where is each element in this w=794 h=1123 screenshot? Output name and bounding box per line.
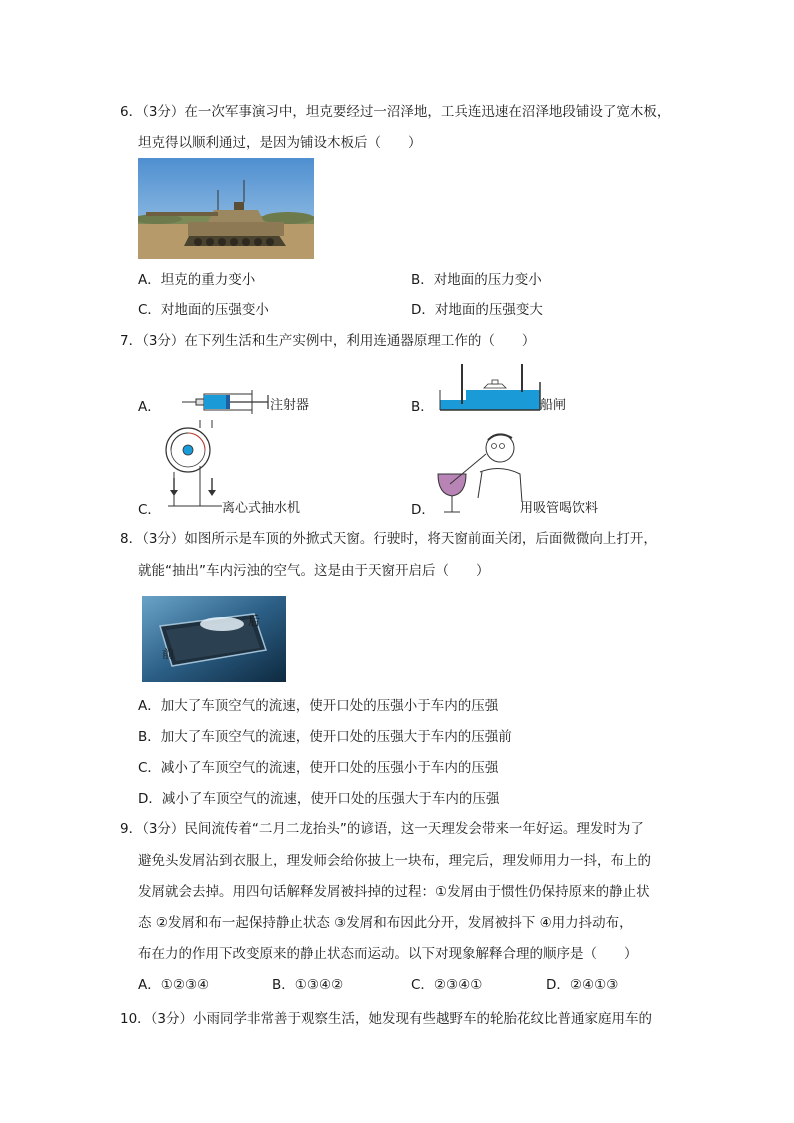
- q9-stem-line5: 布在力的作用下改变原来的静止状态而运动。以下对现象解释合理的顺序是（ ）: [138, 946, 638, 962]
- ship-lock-diagram: [436, 360, 544, 414]
- sunroof-photo: [142, 596, 286, 682]
- q8-option-a[interactable]: A．加大了车顶空气的流速，使开口处的压强小于车内的压强: [138, 698, 499, 714]
- q7-option-b[interactable]: B．: [411, 399, 434, 415]
- q7-option-d[interactable]: D．: [411, 502, 435, 518]
- q9-stem-line3: 发屑就会去掉。用四句话解释发屑被抖掉的过程：①发屑由于惯性仍保持原来的静止状: [138, 884, 650, 900]
- q7-label-ship-lock: 船闸: [540, 398, 567, 413]
- q10-stem-line1: 10．（3分）小雨同学非常善于观察生活，她发现有些越野车的轮胎花纹比普通家庭用车的: [120, 1011, 653, 1027]
- tank-photo: [138, 158, 314, 259]
- q8-stem-line1: 8．（3分）如图所示是车顶的外掀式天窗。行驶时，将天窗前面关闭，后面微微向上打开，: [120, 531, 657, 547]
- q8-stem-line2: 就能“抽出”车内污浊的空气。这是由于天窗开启后（ ）: [138, 563, 490, 579]
- q9-option-a[interactable]: A．①②③④: [138, 977, 210, 993]
- q7-option-a[interactable]: A．: [138, 399, 161, 415]
- q8-option-c[interactable]: C．减小了车顶空气的流速，使开口处的压强小于车内的压强: [138, 760, 499, 776]
- q9-option-c[interactable]: C．②③④①: [411, 977, 483, 993]
- q7-label-pump: 离心式抽水机: [222, 501, 301, 516]
- q7-stem-line1: 7．（3分）在下列生活和生产实例中，利用连通器原理工作的（ ）: [120, 333, 536, 349]
- q6-option-d[interactable]: D．对地面的压强变大: [411, 302, 543, 318]
- q9-option-d[interactable]: D．②④①③: [546, 977, 619, 993]
- q8-option-b[interactable]: B．加大了车顶空气的流速，使开口处的压强大于车内的压强前: [138, 729, 512, 745]
- q7-option-c[interactable]: C．: [138, 502, 161, 518]
- drinking-straw-diagram: [432, 428, 532, 516]
- q6-stem-line2: 坦克得以顺利通过，是因为铺设木板后（ ）: [138, 135, 422, 151]
- q9-stem-line1: 9．（3分）民间流传着“二月二龙抬头”的谚语，这一天理发会带来一年好运。理发时为了: [120, 821, 644, 837]
- q8-option-d[interactable]: D．减小了车顶空气的流速，使开口处的压强大于车内的压强: [138, 791, 500, 807]
- q6-option-b[interactable]: B．对地面的压力变小: [411, 272, 542, 288]
- q7-label-syringe: 注射器: [270, 398, 310, 413]
- sunroof-label-back: 后: [248, 614, 261, 628]
- q7-label-straw: 用吸管喝饮料: [520, 501, 599, 516]
- q6-option-a[interactable]: A．坦克的重力变小: [138, 272, 256, 288]
- q6-option-c[interactable]: C．对地面的压强变小: [138, 302, 269, 318]
- q9-stem-line2: 避免头发屑沾到衣服上，理发师会给你披上一块布，理完后，理发师用力一抖，布上的: [138, 853, 651, 869]
- q9-option-b[interactable]: B．①③④②: [272, 977, 344, 993]
- q9-stem-line4: 态 ②发屑和布一起保持静止状态 ③发屑和布因此分开，发屑被抖下 ④用力抖动布，: [138, 915, 633, 931]
- centrifugal-pump-diagram: [160, 420, 230, 512]
- syringe-diagram: [180, 380, 276, 414]
- q6-stem-line1: 6．（3分）在一次军事演习中，坦克要经过一沼泽地，工兵连迅速在沼泽地段铺设了宽木板，: [120, 104, 671, 120]
- sunroof-label-front: 前: [162, 647, 175, 661]
